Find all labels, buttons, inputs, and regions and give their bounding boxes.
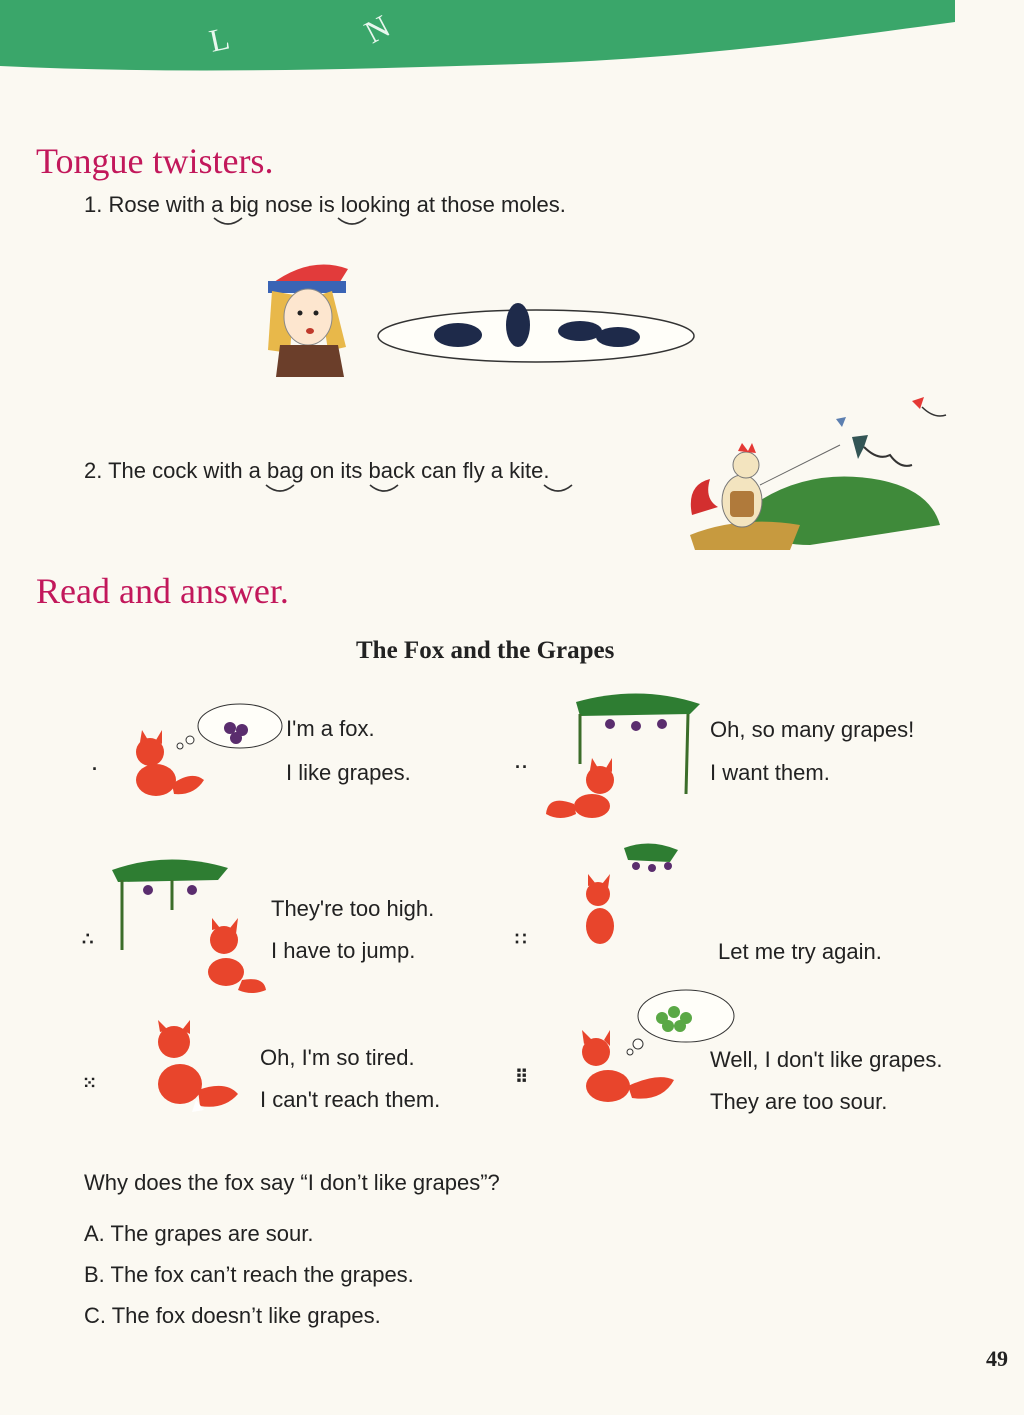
option-b: B. The fox can’t reach the grapes. <box>84 1262 414 1287</box>
story-title: The Fox and the Grapes <box>356 637 615 664</box>
panel-1-marker: · <box>92 759 99 779</box>
panel-4-marker: ∷ <box>515 929 528 949</box>
linking-marks-1 <box>0 214 1024 234</box>
panel-5-line-1: Oh, I'm so tired. <box>260 1045 415 1070</box>
tongue-twisters-heading: Tongue twisters. <box>36 141 274 181</box>
panel-1-fox-illustration <box>112 700 282 800</box>
panel-5-line-2: I can't reach them. <box>260 1087 441 1112</box>
question-text: Why does the fox say “I don’t like grapes”? <box>84 1170 500 1195</box>
page-number: 49 <box>986 1346 1008 1371</box>
panel-6-line-1: Well, I don't like grapes. <box>710 1047 943 1072</box>
panel-4-line-1: Let me try again. <box>718 939 882 964</box>
panel-3-fox-jumping-illustration <box>108 850 278 1000</box>
tongue-twister-1: 1. Rose with a big nose is looking at those moles. <box>84 192 566 217</box>
banner-letter-1: L <box>205 19 233 59</box>
panel-5-marker: ⁙ <box>82 1073 99 1093</box>
panel-1-line-2: I like grapes. <box>286 760 411 785</box>
panel-2-line-1: Oh, so many grapes! <box>710 717 915 742</box>
option-a: A. The grapes are sour. <box>84 1221 314 1246</box>
panel-3-marker: ∴ <box>82 929 95 949</box>
panel-4-fox-leaping-illustration <box>570 838 690 958</box>
panel-3-line-1: They're too high. <box>271 896 435 921</box>
panel-3-line-2: I have to jump. <box>271 938 416 963</box>
panel-6-line-2: They are too sour. <box>710 1089 888 1114</box>
panel-6-marker: ⠿ <box>515 1067 530 1087</box>
panel-2-fox-vine-illustration <box>540 684 710 824</box>
banner-letter-2: N <box>358 7 396 51</box>
panel-2-marker: ·· <box>515 757 529 777</box>
read-answer-heading: Read and answer. <box>36 571 289 611</box>
panel-2-line-2: I want them. <box>710 760 830 785</box>
header-banner <box>0 0 1024 80</box>
cock-kite-illustration <box>680 395 950 555</box>
tongue-twister-2: 2. The cock with a bag on its back can fly a kite. <box>84 458 550 483</box>
panel-1-line-1: I'm a fox. <box>286 716 375 741</box>
panel-5-fox-tired-illustration <box>140 1018 250 1118</box>
option-c: C. The fox doesn’t like grapes. <box>84 1303 381 1328</box>
girl-moles-illustration <box>250 255 710 385</box>
